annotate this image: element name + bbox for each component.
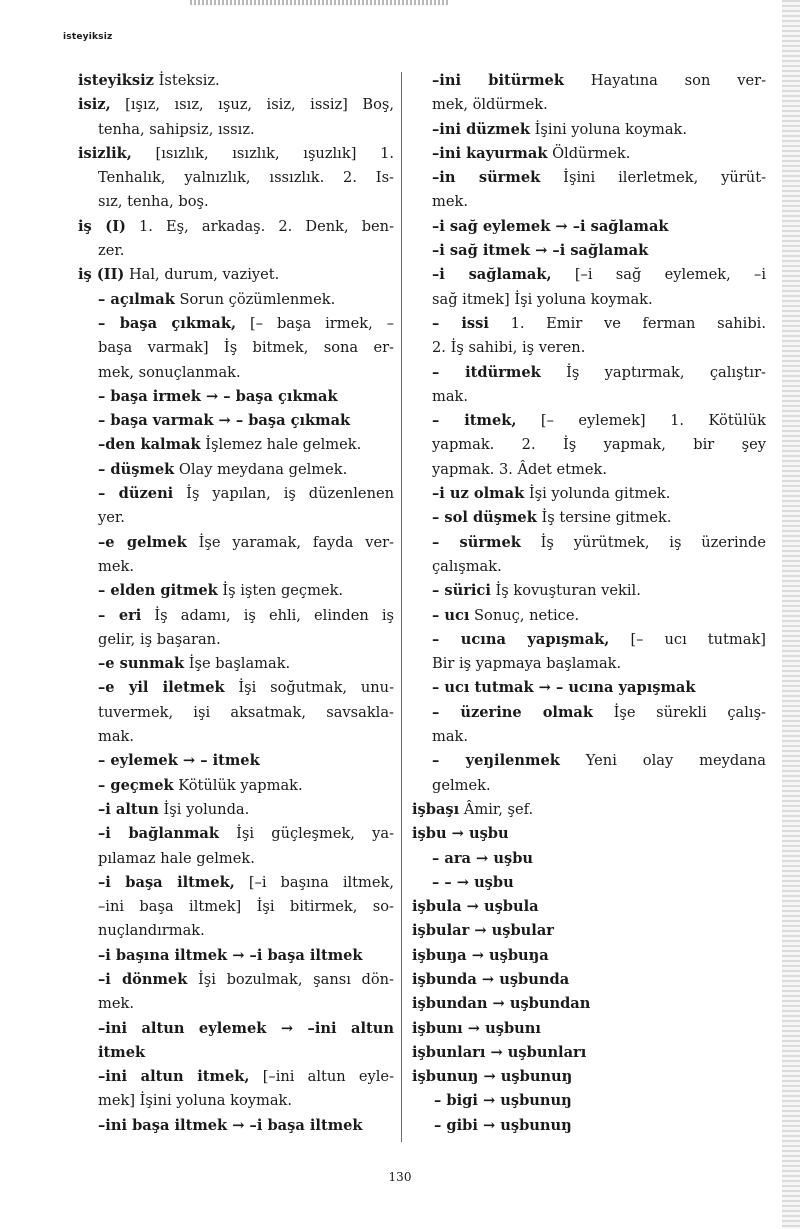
dictionary-entry-line [412,1114,766,1138]
dictionary-entry-line [412,1065,766,1089]
headword: isiz, [78,96,111,114]
dictionary-entry-line [412,239,766,263]
headword: –ini altun eylemek → –ini altun [98,1019,394,1037]
headword: –in sürmek [432,169,541,187]
headword: – geçmek [98,776,174,794]
headword: işbunları → uşbunları [412,1043,587,1061]
dictionary-continuation-line [412,433,766,457]
headword: işbula → uşbula [412,898,539,916]
definition-text: [– ucı tutmak] [609,630,766,648]
definition-text: tuvermek, işi aksatmak, savsakla- [98,703,394,721]
headword: – üzerine olmak [432,703,593,721]
definition-text: İş kovuşturan vekil. [490,582,641,600]
definition-text: 1. Emir ve ferman sahibi. [488,314,766,332]
headword: isteyiksiz [78,72,154,89]
definition-text: İşini ilerletmek, yürüt- [540,169,766,187]
definition-text: gelmek. [432,776,491,794]
dictionary-entry-line [78,458,394,482]
headword: –ini düzmek [432,120,531,138]
dictionary-continuation-line [412,652,766,676]
definition-text: İşi yolunda gitmek. [524,485,671,503]
dictionary-continuation-line [412,288,766,312]
headword: – itmek, [432,412,517,430]
headword: – sol düşmek [432,509,537,527]
dictionary-continuation-line [78,190,394,214]
headword: – düşmek [98,460,175,478]
headword: işbular → uşbular [412,922,554,940]
dictionary-continuation-line [78,506,394,530]
definition-text: [ısızlık, ısızlık, ışuzlık] 1. [131,144,394,162]
dictionary-continuation-line [412,93,766,117]
dictionary-entry-line [78,69,394,93]
definition-text: İş işten geçmek. [217,582,344,600]
definition-text: mak. [432,387,469,405]
headword: –i uz olmak [432,485,525,503]
headword: – sürmek [432,533,521,551]
headword: –ini altun itmek, [98,1068,250,1086]
headword: isizlik, [78,144,132,162]
dictionary-entry-line [412,604,766,628]
headword: – başa çıkmak, [98,314,237,332]
headword: – – → uşbu [432,873,514,891]
headword: –i bağlanmak [98,825,219,843]
dictionary-entry-line [78,652,394,676]
definition-text: 1. Eş, arkadaş. 2. Denk, ben- [125,217,394,235]
definition-text: İsteksiz. [153,72,220,89]
headword: – eri [98,606,142,624]
definition-text: İşi yolunda. [158,800,250,818]
dictionary-entry-line [78,1017,394,1041]
headword: itmek [98,1043,146,1061]
headword: –i başına iltmek → –i başa iltmek [98,946,363,964]
dictionary-continuation-line [412,774,766,798]
dictionary-entry-line [412,798,766,822]
headword: –i altun [98,800,159,818]
definition-text: İş yapılan, iş düzenlenen [173,485,394,503]
dictionary-entry-line [78,774,394,798]
headword: – düzeni [98,485,174,503]
headword: işbu → uşbu [412,825,509,843]
dictionary-continuation-line [412,336,766,360]
headword: işbundan → uşbundan [412,995,591,1013]
dictionary-continuation-line [78,1089,394,1113]
dictionary-entry-line [78,215,394,239]
dictionary-continuation-line [78,239,394,263]
dictionary-continuation-line [412,190,766,214]
definition-text: Kötülük yapmak. [173,776,303,794]
definition-text: İş yürütmek, iş üzerinde [520,533,766,551]
dictionary-entry-line [412,919,766,943]
headword: – yeŋilenmek [432,752,560,770]
headword: – açılmak [98,290,175,308]
dictionary-entry-line [412,1041,766,1065]
definition-text: zer. [98,242,125,260]
dictionary-entry-line [412,215,766,239]
headword: işbunda → uşbunda [412,970,570,988]
headword: –den kalmak [98,436,201,454]
dictionary-entry-line [412,676,766,700]
definition-text: İşi bozulmak, şansı dön- [187,970,394,988]
dictionary-entry-line [78,531,394,555]
dictionary-entry-line [412,312,766,336]
scan-right-edge [782,0,800,1229]
dictionary-entry-line [78,1065,394,1089]
dictionary-entry-line [78,385,394,409]
headword: –e sunmak [98,655,185,673]
headword: işbuŋa → uşbuŋa [412,946,549,964]
dictionary-entry-line [78,798,394,822]
definition-text: Hal, durum, vaziyet. [124,266,280,284]
dictionary-entry-line [412,871,766,895]
dictionary-entry-line [78,749,394,773]
dictionary-entry-line [412,944,766,968]
definition-text: mek. [98,995,134,1013]
definition-text: İş tersine gitmek. [536,509,672,527]
dictionary-continuation-line [412,555,766,579]
headword: – gibi → uşbunuŋ [434,1116,572,1134]
definition-text: nuçlandırmak. [98,922,205,940]
scan-top-edge [190,0,450,5]
dictionary-entry-line [412,482,766,506]
dictionary-entry-line [412,968,766,992]
running-head: isteyiksiz [63,32,113,42]
definition-text: mak. [432,728,469,746]
definition-text: mek] İşini yoluna koymak. [98,1092,293,1110]
definition-text: mek. [432,193,468,211]
headword: –e yil iletmek [98,679,225,697]
dictionary-entry-line [412,118,766,142]
definition-text: İşi güçleşmek, ya- [218,825,394,843]
dictionary-entry-line [78,433,394,457]
headword: – issi [432,314,489,332]
page-number: 130 [388,1170,412,1184]
dictionary-entry-line [78,263,394,287]
definition-text: Tenhalık, yalnızlık, ıssızlık. 2. Is- [98,169,394,187]
definition-text: çalışmak. [432,557,502,575]
dictionary-continuation-line [78,628,394,652]
dictionary-entry-line [412,822,766,846]
dictionary-entry-line [78,822,394,846]
dictionary-entry-line [78,871,394,895]
definition-text: [– eylemek] 1. Kötülük [516,412,766,430]
dictionary-continuation-line [78,992,394,1016]
definition-text: [ışız, ısız, ışuz, isiz, issiz] Boş, [110,96,394,114]
definition-text: mek, sonuçlanmak. [98,363,241,381]
dictionary-continuation-line [78,555,394,579]
dictionary-continuation-line [412,725,766,749]
dictionary-entry-line [412,749,766,773]
definition-text: mak. [98,728,135,746]
headword: – itdürmek [432,363,541,381]
definition-text: mek, öldürmek. [432,96,548,114]
dictionary-entry-line [412,579,766,603]
dictionary-entry-line [412,506,766,530]
definition-text: yer. [98,509,125,527]
definition-text: İşe başlamak. [184,655,291,673]
headword: – başa varmak → – başa çıkmak [98,412,351,430]
definition-text: sağ itmek] İşi yoluna koymak. [432,290,653,308]
dictionary-continuation-line [412,458,766,482]
definition-text: yapmak. 2. İş yapmak, bir şey [432,436,766,454]
headword: – elden gitmek [98,582,218,600]
definition-text: yapmak. 3. Âdet etmek. [432,460,607,478]
definition-text: 2. İş sahibi, iş veren. [432,339,586,357]
dictionary-entry-line [412,847,766,871]
definition-text: [–i sağ eylemek, –i [551,266,766,284]
dictionary-entry-line [78,1041,394,1065]
dictionary-entry-line [412,361,766,385]
definition-text: Sonuç, netice. [469,606,580,624]
headword: –ini kayurmak [432,144,548,162]
dictionary-entry-line [78,142,394,166]
definition-text: [–i başına iltmek, [234,873,394,891]
dictionary-entry-line [78,409,394,433]
dictionary-continuation-line [78,336,394,360]
dictionary-entry-line [78,93,394,117]
definition-text: İşe yaramak, fayda ver- [186,533,394,551]
dictionary-entry-line [78,968,394,992]
headword: –i sağlamak, [432,266,552,284]
headword: – ucına yapışmak, [432,630,610,648]
definition-text: İş adamı, iş ehli, elinden iş [141,606,394,624]
headword: işbaşı [412,800,460,818]
definition-text: [– başa irmek, – [236,314,394,332]
headword: iş (I) [78,217,126,235]
headword: –i sağ itmek → –i sağlamak [432,242,649,260]
dictionary-entry-line [78,604,394,628]
definition-text: Yeni olay meydana [559,752,766,770]
definition-text: Öldürmek. [547,144,631,162]
dictionary-entry-line [412,263,766,287]
headword: – sürici [432,582,491,600]
headword: –ini başa iltmek → –i başa iltmek [98,1116,363,1134]
column-divider [401,72,402,1142]
definition-text: Hayatına son ver- [563,72,766,89]
definition-text: İşlemez hale gelmek. [200,436,362,454]
definition-text: İş yaptırmak, çalıştır- [540,363,766,381]
definition-text: tenha, sahipsiz, ıssız. [98,120,255,138]
dictionary-continuation-line [78,725,394,749]
dictionary-continuation-line [78,919,394,943]
dictionary-continuation-line [78,701,394,725]
definition-text: başa varmak] İş bitmek, sona er- [98,339,394,357]
dictionary-entry-line [412,409,766,433]
definition-text: –ini başa iltmek] İşi bitirmek, so- [98,898,394,916]
definition-text: gelir, iş başaran. [98,630,221,648]
dictionary-entry-line [412,69,766,93]
definition-text: İşi soğutmak, unu- [224,679,394,697]
headword: –e gelmek [98,533,187,551]
dictionary-entry-line [412,1017,766,1041]
dictionary-continuation-line [78,166,394,190]
left-column [78,69,394,1138]
dictionary-entry-line [78,312,394,336]
dictionary-entry-line [412,1089,766,1113]
dictionary-entry-line [412,628,766,652]
definition-text: pılamaz hale gelmek. [98,849,255,867]
dictionary-entry-line [78,1114,394,1138]
dictionary-continuation-line [78,361,394,385]
definition-text: Sorun çözümlenmek. [174,290,336,308]
dictionary-entry-line [412,992,766,1016]
dictionary-entry-line [412,895,766,919]
dictionary-continuation-line [78,118,394,142]
dictionary-entry-line [78,944,394,968]
headword: –i sağ eylemek → –i sağlamak [432,217,669,235]
dictionary-entry-line [78,482,394,506]
dictionary-entry-line [412,531,766,555]
headword: – ucı [432,606,470,624]
headword: –i başa iltmek, [98,873,235,891]
headword: – eylemek → – itmek [98,752,260,770]
dictionary-entry-line [412,142,766,166]
headword: – ara → uşbu [432,849,534,867]
dictionary-continuation-line [412,385,766,409]
dictionary-entry-line [78,579,394,603]
definition-text: Bir iş yapmaya başlamak. [432,655,622,673]
dictionary-entry-line [412,166,766,190]
definition-text: Âmir, şef. [459,800,534,818]
headword: işbunı → uşbunı [412,1019,541,1037]
dictionary-entry-line [78,676,394,700]
headword: işbunuŋ → uşbunuŋ [412,1068,573,1086]
definition-text: [–ini altun eyle- [249,1068,394,1086]
headword: – ucı tutmak → – ucına yapışmak [432,679,696,697]
right-column [412,69,766,1138]
definition-text: sız, tenha, boş. [98,193,209,211]
headword: –ini bitürmek [432,72,564,89]
definition-text: İşini yoluna koymak. [530,120,688,138]
definition-text: mek. [98,557,134,575]
headword: – başa irmek → – başa çıkmak [98,387,338,405]
dictionary-entry-line [412,701,766,725]
dictionary-continuation-line [78,847,394,871]
definition-text: Olay meydana gelmek. [174,460,348,478]
headword: – bigi → uşbunuŋ [434,1092,572,1110]
headword: –i dönmek [98,970,188,988]
headword: iş (II) [78,266,125,284]
dictionary-continuation-line [78,895,394,919]
dictionary-entry-line [78,288,394,312]
definition-text: İşe sürekli çalış- [592,703,766,721]
